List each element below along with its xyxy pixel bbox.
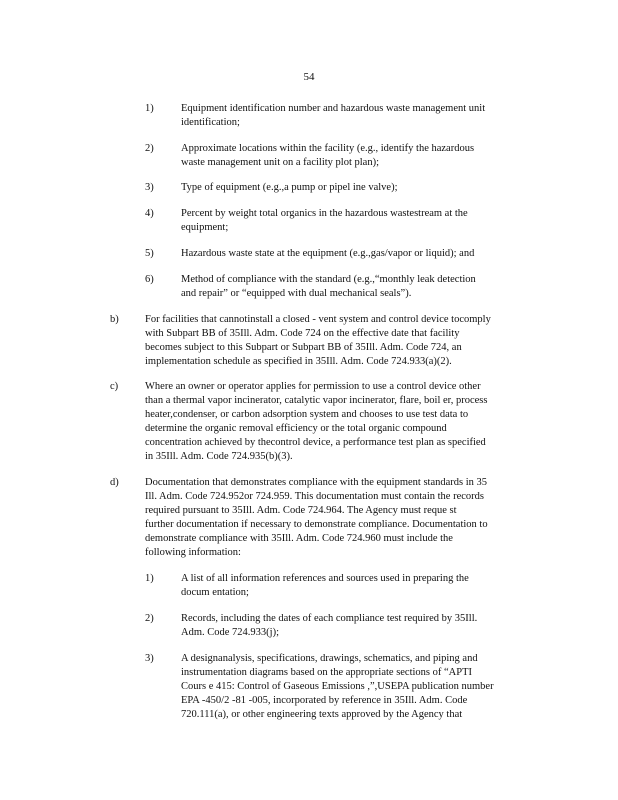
text-line: becomes subject to this Subpart or Subpart BB of 35Ill. Adm. Code 724, an	[145, 342, 462, 353]
text-line: implementation schedule as specified in 35Ill. Adm. Code 724.933(a)(2).	[145, 356, 452, 367]
text-line: A list of all information references and sources used in preparing the	[181, 573, 469, 584]
section-text	[145, 313, 543, 369]
text-line: Documentation that demonstrates compliance with the equipment standards in 35	[145, 477, 488, 488]
text-line: and repair” or “equipped with dual mechanical seals”).	[181, 288, 412, 299]
text-line: EPA -450/2 -81 -005, incorporated by reference in 35Ill. Adm. Code	[181, 695, 468, 706]
list-item-text	[181, 207, 511, 235]
text-line: Where an owner or operator applies for permission to use a control device other	[145, 381, 481, 392]
text-line: A designanalysis, specifications, drawings, schematics, and piping and	[181, 653, 478, 664]
list-item-text	[181, 102, 511, 130]
list-item-label: 3)	[145, 182, 154, 193]
section-label: d)	[110, 477, 119, 488]
text-line: Method of compliance with the standard (e.g.,“monthly leak detection	[181, 274, 476, 285]
text-line: required pursuant to 35Ill. Adm. Code 724.964. The Agency must reque st	[145, 505, 457, 516]
text-line: Cours e 415: Control of Gaseous Emissions ,”,USEPA publication number	[181, 681, 494, 692]
text-line: For facilities that cannotinstall a closed - vent system and control device tocomply	[145, 314, 491, 325]
list-item-text	[181, 273, 511, 301]
text-line: 720.111(a), or other engineering texts approved by the Agency that	[181, 709, 463, 720]
section-label: c)	[110, 381, 119, 392]
text-line: identification;	[181, 117, 240, 128]
list-item-text	[181, 572, 511, 600]
text-line: equipment;	[181, 222, 229, 233]
text-line: demonstrate compliance with 35Ill. Adm. Code 724.960 must include the	[145, 533, 453, 544]
list-item-label: 1)	[145, 573, 154, 584]
text-line: further documentation if necessary to demonstrate compliance. Documentation to	[145, 519, 488, 530]
text-line: instrumentation diagrams based on the appropriate sections of “APTI	[181, 667, 473, 678]
text-line: Approximate locations within the facility (e.g., identify the hazardous	[181, 143, 475, 154]
text-line: with Subpart BB of 35Ill. Adm. Code 724 on the effective date that facility	[145, 328, 460, 339]
text-line: determine the organic removal efficiency or the total organic compound	[145, 423, 447, 434]
list-item-text	[181, 142, 511, 170]
text-line: following information:	[145, 547, 241, 558]
list-item-label: 2)	[145, 143, 154, 154]
list-item-label: 1)	[145, 103, 154, 114]
list-item-text	[181, 612, 511, 640]
text-line: Hazardous waste state at the equipment (e.g.,gas/vapor or liquid); and	[181, 248, 475, 259]
list-item-text	[181, 652, 511, 722]
list-item-label: 4)	[145, 208, 154, 219]
text-line: heater,condenser, or carbon adsorption system and chooses to use test data to	[145, 409, 469, 420]
text-line: Adm. Code 724.933(j);	[181, 627, 279, 638]
list-item-label: 3)	[145, 653, 154, 664]
text-line: docum entation;	[181, 587, 249, 598]
section-text	[145, 380, 543, 464]
text-line: Ill. Adm. Code 724.952or 724.959. This documentation must contain the records	[145, 491, 484, 502]
section-text	[145, 476, 543, 560]
text-line: concentration achieved by thecontrol device, a performance test plan as specified	[145, 437, 486, 448]
list-item-text	[181, 181, 511, 195]
text-line: in 35Ill. Adm. Code 724.935(b)(3).	[145, 451, 293, 462]
list-item-label: 2)	[145, 613, 154, 624]
text-line: than a thermal vapor incinerator, catalytic vapor incinerator, flare, boil er, process	[145, 395, 488, 406]
text-line: Type of equipment (e.g.,a pump or pipel ine valve);	[181, 182, 398, 193]
page-number: 54	[303, 71, 315, 83]
list-item-label: 5)	[145, 248, 154, 259]
text-line: Equipment identification number and hazardous waste management unit	[181, 103, 486, 114]
section-label: b)	[110, 314, 119, 325]
text-line: Records, including the dates of each compliance test required by 35Ill.	[181, 613, 478, 624]
list-item-text	[181, 247, 511, 261]
text-line: Percent by weight total organics in the hazardous wastestream at the	[181, 208, 468, 219]
list-item-label: 6)	[145, 274, 154, 285]
text-line: waste management unit on a facility plot plan);	[181, 157, 379, 168]
